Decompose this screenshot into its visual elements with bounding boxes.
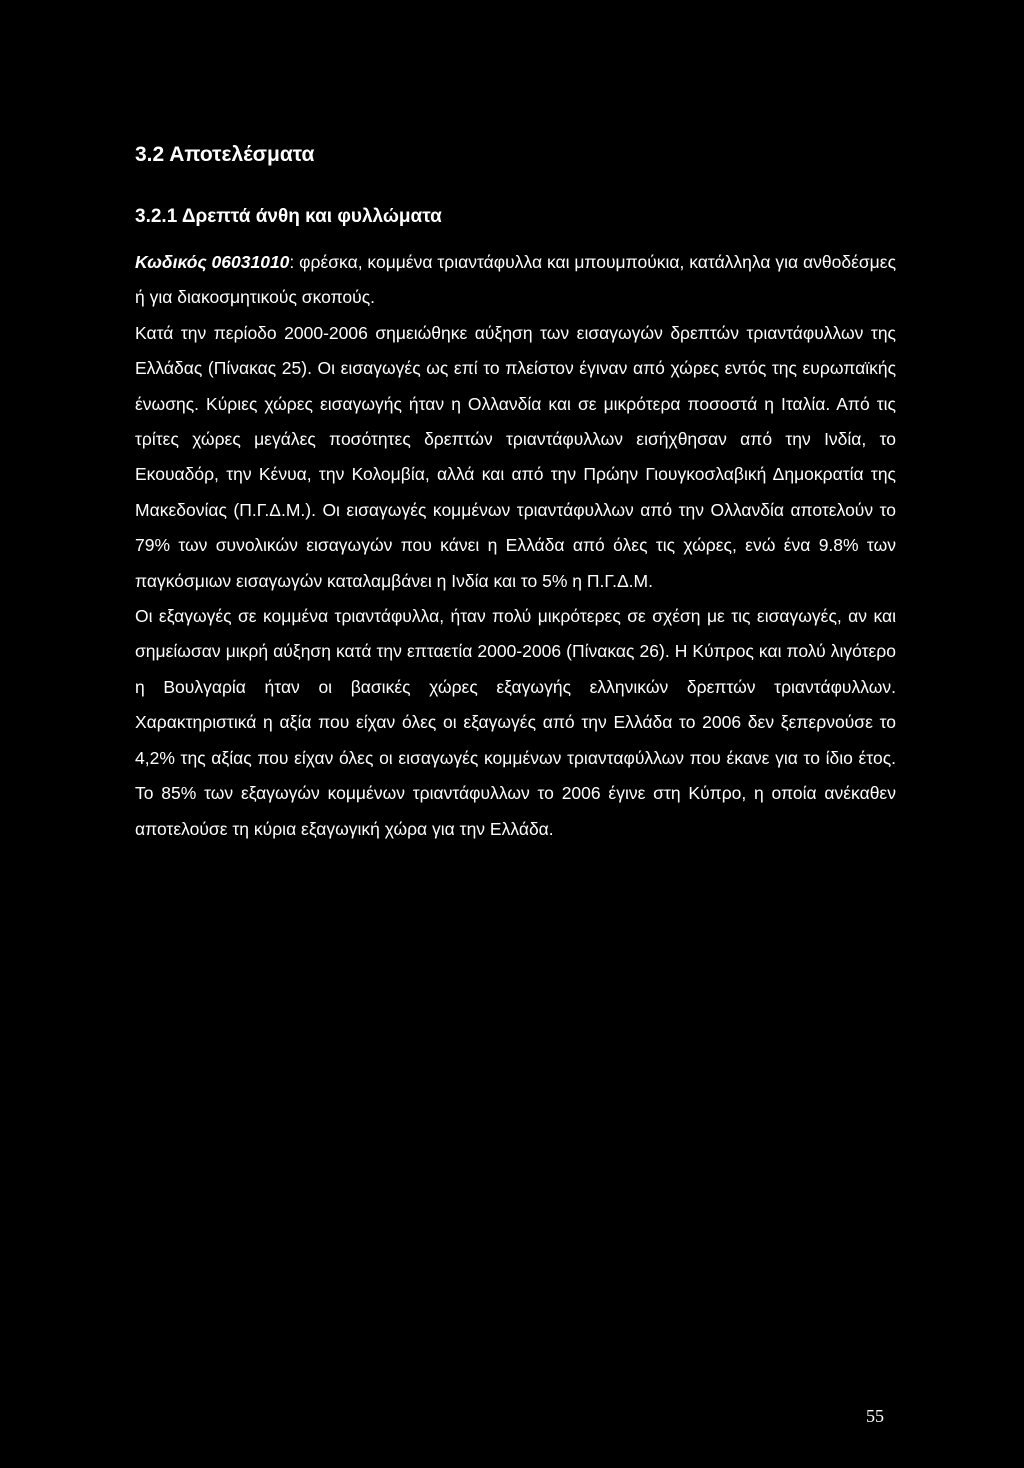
product-code-label: Κωδικός 06031010 (135, 252, 290, 272)
product-code-description: : φρέσκα, κομμένα τριαντάφυλλα και μπουμπούκια, κατάλληλα για ανθοδέσμες ή για διακοσμητικούς σκοπούς. (135, 252, 896, 308)
page-number: 55 (866, 1406, 884, 1426)
exports-paragraph: Οι εξαγωγές σε κομμένα τριαντάφυλλα, ήταν πολύ μικρότερες σε σχέση με τις εισαγωγές, αν και σημείωσαν μικρή αύξηση κατά την επταετία 2000-2006 (Πίνακας 26). Η Κύπρος και πολύ λιγότερο η Βουλγαρία ήταν οι βασικές χώρες εξαγωγής ελληνικών δρεπτών τριαντάφυλλων. Χαρακτηριστικά η αξία που είχαν όλες οι εξαγωγές από την Ελλάδα το 2006 δεν ξεπερνούσε το 4,2% της αξίας που είχαν όλες οι εισαγωγές κομμένων τριανταφύλλων που έκανε για το ίδιο έτος. Το 85% των εξαγωγών κομμένων τριαντάφυλλων το 2006 έγινε στη Κύπρο, η οποία ανέκαθεν αποτελούσε τη κύρια εξαγωγική χώρα για την Ελλάδα. (135, 606, 896, 839)
subsection-heading: 3.2.1 Δρεπτά άνθη και φυλλώματα (135, 206, 442, 227)
section-heading: 3.2 Αποτελέσματα (135, 143, 315, 166)
body-text (135, 245, 896, 847)
product-code-paragraph (135, 245, 896, 316)
imports-paragraph: Κατά την περίοδο 2000-2006 σημειώθηκε αύξηση των εισαγωγών δρεπτών τριαντάφυλλων της Ελλάδας (Πίνακας 25). Οι εισαγωγές ως επί το πλείστον έγιναν από χώρες εντός της ευρωπαϊκής ένωσης. Κύριες χώρες εισαγωγής ήταν η Ολλανδία και σε μικρότερα ποσοστά η Ιταλία. Από τις τρίτες χώρες μεγάλες ποσότητες δρεπτών τριαντάφυλλων εισήχθησαν από την Ινδία, το Εκουαδόρ, την Κένυα, την Κολομβία, αλλά και από την Πρώην Γιουγκοσλαβική Δημοκρατία της Μακεδονίας (Π.Γ.Δ.Μ.). Οι εισαγωγές κομμένων τριαντάφυλλων από την Ολλανδία αποτελούν το 79% των συνολικών εισαγωγών που κάνει η Ελλάδα από όλες τις χώρες, ενώ ένα 9.8% των παγκόσμιων εισαγωγών καταλαμβάνει η Ινδία και το 5% η Π.Γ.Δ.Μ. (135, 322, 896, 591)
